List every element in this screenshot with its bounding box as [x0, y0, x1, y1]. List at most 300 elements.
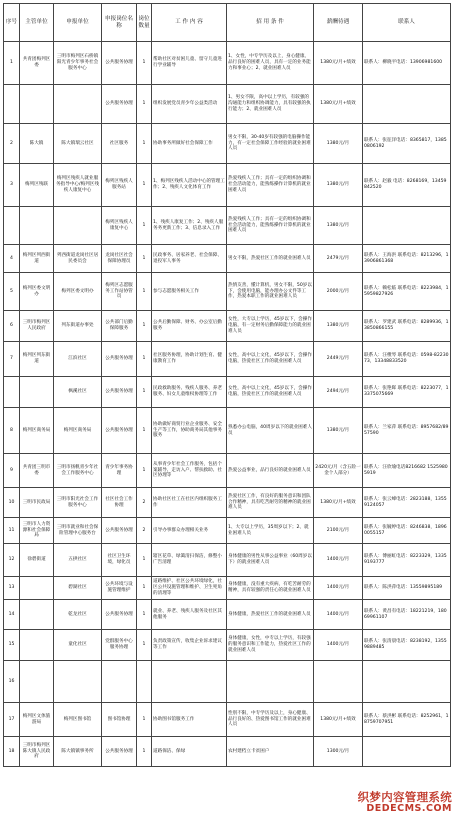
cell-conditions-text: 性别不限，中专学历及以上，身心健康、品行良好的、热爱图书馆工作的就业困难人员	[228, 710, 311, 728]
table-row	[4, 273, 451, 311]
cell-seq-text: 14	[8, 611, 15, 617]
cell-count	[137, 273, 152, 311]
cell-conditions	[227, 544, 314, 577]
table-row	[4, 42, 451, 85]
cell-count	[137, 544, 152, 577]
cell-contact-text: 联系人：赵毅 电话：8268169，13459842520	[364, 179, 447, 190]
cell-seq	[4, 703, 20, 737]
cell-work-text: 1、梅列区残疾人活动中心的管理工作；2、残疾人文化体育工作	[153, 179, 225, 190]
cell-applicant-text: 枫溪社区	[68, 389, 87, 395]
cell-applicant	[54, 377, 102, 408]
cell-conditions-text: 男女不限，热爱社区工作的就业困难人员	[228, 255, 311, 261]
cell-conditions-text: 热爱公益事业，品行良好的就业困难人员	[228, 467, 311, 473]
cell-applicant	[54, 207, 102, 245]
cell-pay-text: 2449元/月	[326, 356, 350, 362]
cell-conditions-text: 女性，大专以上学历，45岁以下，会操作电脑，有一定财务后勤保障能力的就业困难人员	[228, 317, 312, 334]
cell-conditions	[227, 600, 314, 630]
cell-seq	[4, 273, 20, 311]
cell-work-text: 道路维护、社区公共环境绿化，社区公共设施管理和维护、卫生死角的清理等	[153, 579, 222, 596]
cell-seq-text: 9	[10, 467, 13, 473]
cell-org	[20, 245, 54, 273]
header-applicant: 申报单位	[54, 4, 102, 42]
cell-work	[152, 342, 227, 377]
cell-seq	[4, 661, 20, 703]
cell-post-text: 龙岗社区社会保障协理员	[105, 252, 133, 264]
cell-applicant	[54, 454, 102, 488]
cell-work	[152, 408, 227, 454]
cell-applicant-text: 梅列区图书馆	[63, 716, 92, 722]
cell-applicant-text: 三明市扬帆青少年社会工作服务中心	[56, 464, 99, 476]
cell-post	[102, 408, 137, 454]
cell-org-text: 梅列区委文明办	[22, 285, 51, 297]
cell-contact	[363, 311, 451, 342]
table-row	[4, 85, 451, 124]
cell-post-text: 公共服务协理	[105, 389, 133, 395]
cell-conditions	[227, 85, 314, 124]
cell-work-text: 道路保洁、保绿	[153, 748, 186, 754]
cell-org	[20, 164, 54, 207]
cell-seq-text: 10	[8, 499, 15, 505]
table-row	[4, 245, 451, 273]
table-row	[4, 164, 451, 207]
cell-pay-text: 1380元/月	[326, 182, 350, 188]
cell-seq	[4, 245, 20, 273]
cell-count-text: 1	[142, 427, 146, 433]
table-row	[4, 577, 451, 600]
cell-work-text: 民政事务、居家养老、社会保障、退役军人事务	[153, 252, 222, 264]
cell-work	[152, 164, 227, 207]
cell-conditions-text: 身体健康，热爱社区工作的就业困难人员	[228, 611, 311, 617]
cell-pay-text: 1400元/月	[326, 611, 350, 617]
cell-post-text: 青少年事务协理	[105, 464, 133, 476]
cell-org	[20, 273, 54, 311]
cell-post	[102, 311, 137, 342]
cell-seq	[4, 454, 20, 488]
cell-count-text: 1	[142, 323, 146, 329]
cell-pay-text: 1300元/月	[326, 748, 350, 754]
cell-contact-text: 联系人：傅丽虹电话：8223329，13359193777	[364, 554, 447, 565]
cell-conditions	[227, 737, 314, 767]
cell-work	[152, 488, 227, 518]
watermark-title: 织梦内容管理系统	[357, 790, 452, 804]
cell-seq-text: 12	[8, 557, 15, 563]
cell-seq-text: 17	[8, 716, 15, 722]
cell-conditions-text: 1、男女不限，高中以上学历，有较强的沟通能力和组织协调能力，具有较强的执行能力；2、就业困难人员	[228, 95, 311, 112]
cell-applicant-text: 三明市梅列区石桥镇阳光青少年事务社会服务中心	[56, 54, 99, 71]
cell-post-text: 公共环境与设施管理维护	[105, 582, 133, 593]
cell-org-text: 三明市梅列区陈大镇人民政府	[22, 742, 51, 760]
cell-org	[20, 124, 54, 164]
cell-contact	[363, 454, 451, 488]
cell-work-text: 就业、养老、残疾人服务及社区其他服务	[153, 608, 222, 620]
cell-contact-text: 联系人：张艳晖 联系电话：8223077，13375075669	[364, 386, 449, 397]
cell-count-text: 1	[142, 557, 146, 563]
cell-org	[20, 577, 54, 600]
cell-org-text: 三明市梅列区人民政府	[22, 320, 51, 331]
header-row	[4, 4, 451, 42]
cell-pay	[314, 207, 363, 245]
cell-work-text: 参与志愿服务相关工作	[153, 288, 199, 294]
watermark-url: DEDECMS.COM	[366, 803, 452, 814]
cell-post-text: 公共服务协理	[105, 427, 133, 433]
cell-count-text: 1	[142, 222, 146, 228]
cell-pay	[314, 488, 363, 518]
cell-contact-text: 联系人：赖松临 联系电话：8223984，15959827926	[364, 285, 449, 297]
cell-work-text: 帮助社区对贫困儿童、留守儿童进行学业辅导	[153, 57, 222, 68]
cell-count-text: 1	[142, 389, 146, 395]
cell-applicant	[54, 630, 102, 661]
header-conditions: 招 用 条 件	[227, 4, 314, 42]
header-contact: 联系人	[363, 4, 451, 42]
cell-count	[137, 377, 152, 408]
cell-pay	[314, 273, 363, 311]
cell-applicant	[54, 600, 102, 630]
cell-pay-text: 1400元/月	[326, 642, 350, 648]
cell-org	[20, 377, 54, 408]
cell-org-text: 陈大镇	[29, 140, 44, 146]
cell-conditions-text: 女性，高中以上文化，45岁以下，会操作电脑，热爱社区工作的就业困难人员	[228, 386, 312, 397]
cell-applicant	[54, 124, 102, 164]
cell-seq	[4, 600, 20, 630]
cell-pay	[314, 577, 363, 600]
cell-work	[152, 377, 227, 408]
cell-applicant-text: 梅列区残疾人就业服务指导中心/梅列区残疾人康复中心	[56, 176, 99, 193]
cell-seq	[4, 311, 20, 342]
cell-applicant-text: 江滨社区	[68, 356, 87, 362]
cell-work-text: 引导办事群众办理相关业务	[153, 527, 209, 533]
cell-pay	[314, 454, 363, 488]
cell-contact	[363, 85, 451, 124]
cell-contact-text: 联系人：汪欣瑜电话8216682 15259805919	[364, 464, 448, 476]
cell-work	[152, 577, 227, 600]
cell-applicant-text: 童化社区	[68, 642, 87, 648]
cell-count-text: 2	[142, 499, 146, 505]
cell-contact	[363, 600, 451, 630]
header-post: 申报岗位名称	[102, 4, 137, 42]
cell-post	[102, 124, 137, 164]
cell-conditions	[227, 577, 314, 600]
cell-contact-text: 联系人：张毓婷电话：8246838，18960055157	[364, 524, 447, 536]
cell-count-text: 1	[142, 611, 146, 617]
cell-count	[137, 454, 152, 488]
cell-pay-text: 1380元/月+绩效	[320, 499, 356, 505]
cell-applicant	[54, 164, 102, 207]
table-row	[4, 207, 451, 245]
cell-seq	[4, 85, 20, 124]
cell-pay-text: 1400元/月	[326, 585, 350, 591]
cell-post	[102, 488, 137, 518]
cell-pay	[314, 245, 363, 273]
cell-conditions	[227, 630, 314, 661]
cell-org-text: 共青团三明市委	[22, 464, 51, 476]
cell-conditions-text: 男女不限，30-40岁有较强的电脑操作能力，有一定社会保障工作经验的就业困难人员	[228, 134, 311, 152]
cell-work-text: 协助社区社工在社区内组织服务工作	[153, 496, 222, 508]
cell-conditions	[227, 42, 314, 85]
cell-work	[152, 311, 227, 342]
cell-count	[137, 577, 152, 600]
cell-count	[137, 245, 152, 273]
cell-count	[137, 408, 152, 454]
cell-pay	[314, 630, 363, 661]
table-row	[4, 703, 451, 737]
cell-count-text: 2	[142, 527, 146, 533]
cell-post-text: 公共部门后勤保障服务	[105, 320, 133, 331]
cell-post	[102, 342, 137, 377]
cell-org	[20, 454, 54, 488]
cell-conditions	[227, 273, 314, 311]
cell-pay	[314, 408, 363, 454]
cell-count-text: 1	[142, 642, 146, 648]
cell-pay-text: 1380元/月	[326, 222, 350, 228]
table-row	[4, 488, 451, 518]
cell-contact	[363, 737, 451, 767]
header-work: 工 作 内 容	[152, 4, 227, 42]
table-row	[4, 518, 451, 544]
cell-org	[20, 661, 54, 703]
cell-count-text: 1	[142, 748, 146, 754]
cell-contact	[363, 488, 451, 518]
cell-pay-text: 1400元/月	[326, 557, 350, 563]
cell-org	[20, 342, 54, 377]
cell-contact	[363, 273, 451, 311]
cell-seq	[4, 207, 20, 245]
cell-contact-text: 联系人：张云峰电话：2823188，13559124057	[364, 496, 447, 508]
cell-pay-text: 1380元/月	[326, 323, 350, 329]
cell-contact	[363, 703, 451, 737]
cell-applicant-text: 陈大镇瑞云社区	[61, 140, 94, 146]
cell-conditions-text: 热情友善，懂计算机，男女不限，50岁以下，会使用电脑，能办理办公文件等工作，热爱本职工作的就业困难人员	[228, 282, 312, 300]
cell-count	[137, 85, 152, 124]
cell-count-text: 1	[142, 585, 146, 591]
table-row	[4, 661, 451, 703]
cell-applicant-text: 梅列区商务局	[63, 427, 92, 433]
cell-org-text: 三明市人力资源和社会保障局	[22, 521, 51, 539]
cell-pay-text: 2000元/月	[326, 288, 350, 294]
cell-applicant-text: 陈大镇镇事务所	[61, 748, 94, 754]
header-count: 岗位数量	[137, 4, 152, 42]
cell-applicant	[54, 311, 102, 342]
cell-work	[152, 600, 227, 630]
cell-post-text: 公共服务协理	[105, 356, 133, 362]
cell-applicant-text: 五拱社区	[68, 557, 87, 563]
cell-work-text: 辖区花草、绿篱清扫保洁，修整小广告清理	[153, 554, 222, 565]
cell-conditions-text: 热爱残疾人工作；具有一定的组织协调和社会活动能力，能熟练操作计算机的就业困难人员	[228, 216, 311, 234]
cell-applicant-text: 乾龙社区	[68, 611, 87, 617]
table-row	[4, 454, 451, 488]
cell-contact	[363, 245, 451, 273]
cell-pay-text: 1380元/月+绩效	[320, 60, 356, 66]
cell-conditions	[227, 377, 314, 408]
cell-post	[102, 630, 137, 661]
cell-work-text: 负责政策宣传，收集企业诉求建议等工作	[153, 639, 222, 650]
cell-seq-text: 18	[8, 748, 15, 754]
cell-seq	[4, 737, 20, 767]
cell-seq	[4, 342, 20, 377]
cell-applicant	[54, 737, 102, 767]
cell-work	[152, 124, 227, 164]
cell-work	[152, 544, 227, 577]
cell-post-text: 公共服务协理	[105, 527, 133, 533]
cell-conditions-text: 农村建档立卡贫困户	[228, 748, 270, 754]
cell-seq	[4, 518, 20, 544]
cell-pay	[314, 737, 363, 767]
cell-org-text: 共青团梅列区委	[22, 57, 51, 68]
cell-work-text: 协助图书馆服务工作	[153, 716, 195, 722]
cell-applicant	[54, 85, 102, 124]
cell-contact	[363, 518, 451, 544]
cell-contact	[363, 342, 451, 377]
cell-conditions-text: 身体健康的男性从事公益事业（60周岁以下）的就业困难人员	[228, 554, 312, 565]
cell-conditions	[227, 661, 314, 703]
cell-seq	[4, 42, 20, 85]
cell-post-text: 梅列区残疾人服务站	[105, 179, 133, 190]
table-row	[4, 544, 451, 577]
cell-post	[102, 544, 137, 577]
cell-contact-text: 联系人：兰家萍 联系电话：8957682/8957590	[364, 424, 449, 436]
cell-contact-text: 联系人：张清晨电话：8238192，13559889485	[364, 639, 447, 650]
table-row	[4, 124, 451, 164]
table-row	[4, 311, 451, 342]
cell-conditions	[227, 488, 314, 518]
cell-seq-text: 2	[10, 140, 13, 146]
cell-conditions-text: 熟悉办公电脑，40周岁以下的就业困难人员	[228, 424, 312, 436]
cell-conditions-text: 1、女性，中专学历及以上，身心健康、品行良好的困难人员，具有一定的业务能力和事业心；2、就业困难人员	[228, 54, 311, 71]
cell-post-text: 党群服务中心服务协理	[105, 639, 133, 650]
cell-work	[152, 245, 227, 273]
cell-conditions	[227, 207, 314, 245]
cell-pay	[314, 661, 363, 703]
cell-org	[20, 85, 54, 124]
cell-applicant	[54, 273, 102, 311]
cell-seq	[4, 630, 20, 661]
cell-post-text: 公共服务协理	[105, 101, 133, 107]
cell-post	[102, 164, 137, 207]
header-pay: 薪酬待遇	[314, 4, 363, 42]
cell-seq-text: 4	[10, 255, 13, 261]
cell-work	[152, 703, 227, 737]
table-row	[4, 408, 451, 454]
cell-conditions	[227, 454, 314, 488]
cell-seq-text: 5	[10, 288, 13, 294]
table-body	[4, 42, 451, 767]
cell-work	[152, 454, 227, 488]
cell-applicant-text: 三明市阳光社会工作服务中心	[56, 496, 99, 508]
cell-count-text: 1	[142, 140, 146, 146]
cell-conditions	[227, 311, 314, 342]
cell-org	[20, 544, 54, 577]
cell-conditions	[227, 245, 314, 273]
cell-pay	[314, 518, 363, 544]
cell-org-text: 三明市民政局	[22, 499, 51, 505]
cell-seq	[4, 488, 20, 518]
cell-work-text: 1、残疾人康复工作；2、残疾人服务务更新工作；3、信息录入工作	[153, 219, 224, 231]
cell-pay-text: 1380元/月	[326, 427, 350, 433]
cell-post-text: 社区卫生环境，绿化员	[107, 554, 131, 565]
cell-seq-text: 11	[8, 527, 15, 533]
cell-count	[137, 124, 152, 164]
cell-pay	[314, 703, 363, 737]
cell-seq-text: 1	[10, 60, 13, 66]
cell-applicant	[54, 408, 102, 454]
cell-org-text: 梅列区列西街道	[22, 252, 51, 264]
cell-post-text: 图书馆协理	[107, 716, 131, 722]
cell-contact-text: 联系人：柳晓平电话：13906981600	[364, 60, 443, 66]
cell-org	[20, 488, 54, 518]
cell-pay-text: 2100元/月	[326, 527, 350, 533]
cell-pay-text: 1380元/月	[326, 140, 350, 146]
cell-pay-text: 2479元/月	[326, 255, 350, 261]
cell-post	[102, 600, 137, 630]
cell-contact	[363, 164, 451, 207]
cell-work	[152, 42, 227, 85]
cell-applicant	[54, 518, 102, 544]
cell-count	[137, 342, 152, 377]
cell-post	[102, 207, 137, 245]
cell-org	[20, 703, 54, 737]
cell-applicant-text: 梅列区委文明办	[61, 288, 94, 294]
cell-count	[137, 703, 152, 737]
cell-contact	[363, 544, 451, 577]
cell-post	[102, 42, 137, 85]
cell-count	[137, 737, 152, 767]
cell-org	[20, 600, 54, 630]
cell-applicant	[54, 488, 102, 518]
cell-pay	[314, 600, 363, 630]
cell-contact	[363, 630, 451, 661]
cell-pay	[314, 42, 363, 85]
cell-org	[20, 408, 54, 454]
cell-conditions-text: 热爱社区工作，有良好的服务意识和团队合作精神，具有吃苦耐劳的精神的就业困难人员	[228, 493, 311, 511]
cell-applicant	[54, 577, 102, 600]
cell-count-text: 1	[142, 467, 146, 473]
cell-applicant	[54, 245, 102, 273]
cell-contact	[363, 408, 451, 454]
cell-org-text: 梅列区文体旅游局	[22, 713, 51, 725]
cell-post	[102, 377, 137, 408]
cell-conditions	[227, 124, 314, 164]
cell-seq-text: 6	[10, 323, 13, 329]
cell-work-text: 从事青少年社会工作服务，包括个案辅导、走访入户、帮扶救助、社区协理等	[153, 461, 222, 479]
cell-org	[20, 737, 54, 767]
cell-contact	[363, 377, 451, 408]
cell-work-text: 公共后勤保障、财务、办公室后勤服务	[153, 320, 222, 331]
cell-post	[102, 273, 137, 311]
cell-conditions	[227, 518, 314, 544]
cell-seq	[4, 544, 20, 577]
cell-org-text: 梅列区商务局	[22, 427, 51, 433]
cell-contact	[363, 577, 451, 600]
cell-applicant	[54, 661, 102, 703]
cell-applicant-text: 三明市就业和社会保险管理中心服务台	[56, 524, 99, 536]
cell-applicant	[54, 544, 102, 577]
cell-post	[102, 737, 137, 767]
cell-applicant	[54, 42, 102, 85]
cell-post-text: 社区服务	[109, 140, 129, 146]
cell-contact-text: 联系人：罗建武 联系电话：8289936，13850866155	[364, 320, 449, 331]
cell-work	[152, 630, 227, 661]
cell-pay-text: 2494元/月	[326, 389, 350, 395]
cell-org	[20, 518, 54, 544]
cell-applicant	[54, 703, 102, 737]
cell-work	[152, 661, 227, 703]
cell-count-text: 1	[142, 356, 146, 362]
cell-pay	[314, 85, 363, 124]
cell-seq	[4, 164, 20, 207]
cell-count	[137, 164, 152, 207]
header-seq: 序号	[4, 4, 20, 42]
table-row	[4, 600, 451, 630]
cell-contact-text: 联系人：黄昌有电话：18221219，18069961107	[364, 608, 447, 620]
